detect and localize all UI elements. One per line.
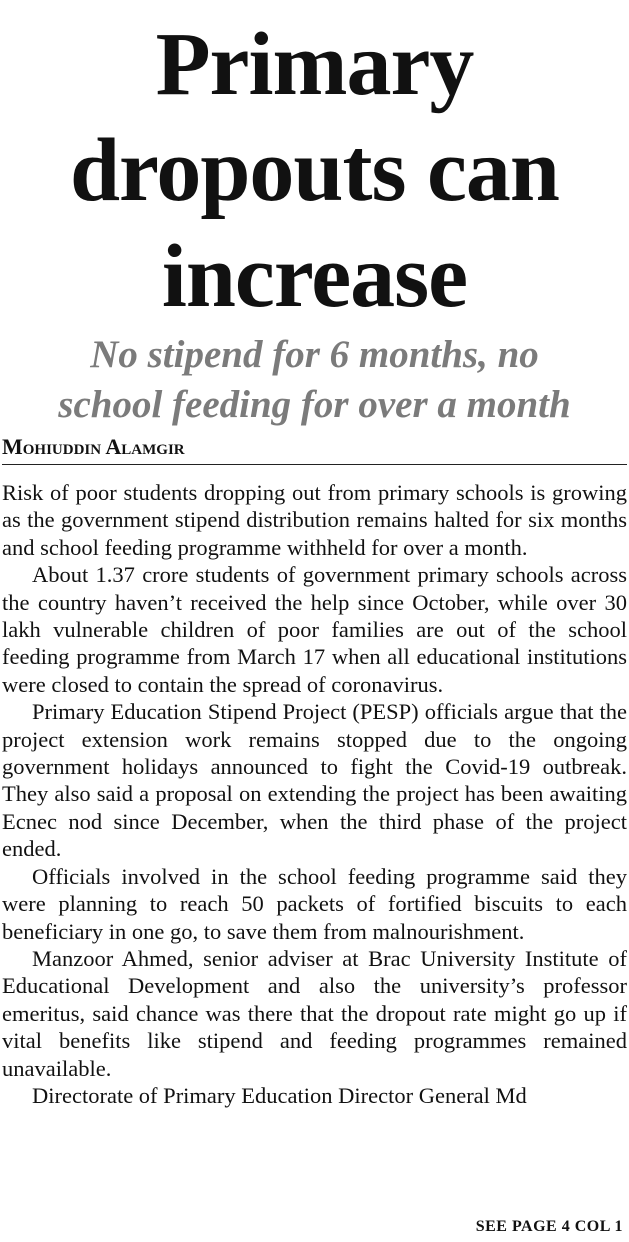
subheadline-line: No stipend for 6 months, no [90, 333, 539, 376]
paragraph: Directorate of Primary Education Director General Md [32, 1082, 527, 1108]
paragraph: Risk of poor students dropping out from primary schools is growing as the government stipend distribution remains halted for six months and school feeding programme withheld for over a month. [2, 480, 627, 560]
paragraph: Primary Education Stipend Project (PESP) officials argue that the project extension work remains stopped due to the ongoing government holidays announced to fight the Covid-19 outbreak. They also said a proposal on extending the project has been awaiting Ecnec nod since December, when the third phase of the project ended. [2, 699, 627, 862]
paragraph: About 1.37 crore students of government primary schools across the country haven’t received the help since October, while over 30 lakh vulnerable children of poor families are out of the school feeding programme from March 17 when all educational institutions were closed to contain the spread of coronavirus. [2, 562, 627, 697]
news-article [0, 12, 629, 1242]
article-body [2, 479, 627, 1109]
subheadline-line: school feeding for over a month [58, 383, 571, 426]
continuation-note: SEE PAGE 4 COL 1 [475, 1218, 623, 1235]
headline-line: Primary [155, 15, 474, 114]
headline-line: increase [161, 227, 468, 326]
headline [2, 12, 627, 330]
headline-line: dropouts can [70, 121, 559, 220]
paragraph: Manzoor Ahmed, senior adviser at Brac University Institute of Educational Development and also the university’s professor emeritus, said chance was there that the dropout rate might go up if vital benefits like stipend and feeding programmes remained unavailable. [2, 945, 627, 1081]
byline: Mohiuddin Alamgir [2, 434, 627, 465]
paragraph: Officials involved in the school feeding programme said they were planning to reach 50 packets of fortified biscuits to each beneficiary in one go, to save them from malnourishment. [2, 863, 627, 944]
subheadline [2, 330, 627, 430]
